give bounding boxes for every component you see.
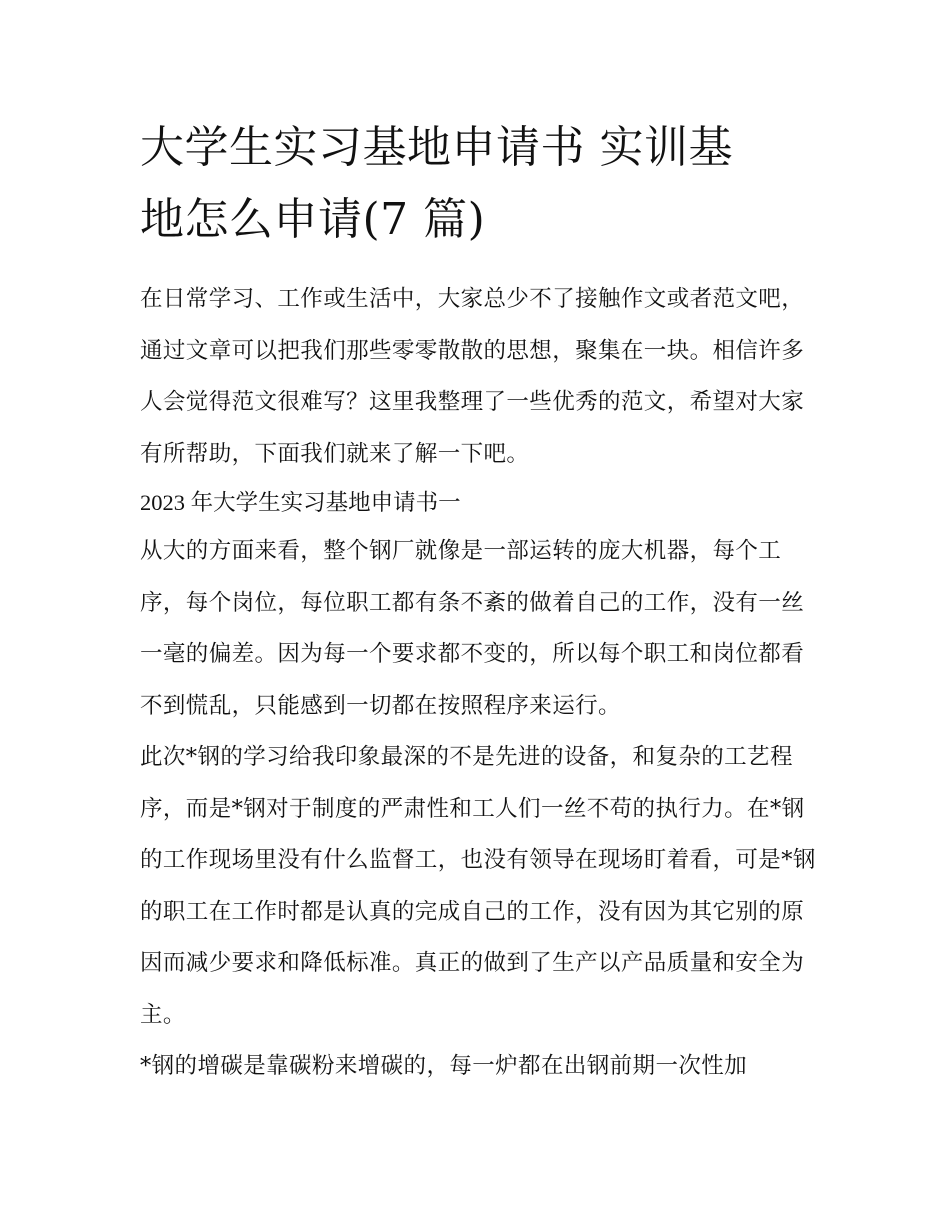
title-line-1: 大学生实习基地申请书 实训基 xyxy=(140,122,733,173)
document-title xyxy=(140,112,820,274)
document-content xyxy=(140,112,820,1093)
title-line-2: 地怎么申请(7 篇) xyxy=(140,194,486,245)
body-paragraph-2: 此次*钢的学习给我印象最深的不是先进的设备，和复杂的工艺程序，而是*钢对于制度的严肃性和工人们一丝不苟的执行力。在*钢的工作现场里没有什么监督工，也没有领导在现场盯着看，可是*钢的职工在工作时都是认真的完成自己的工作，没有因为其它别的原因而减少要求和降低标准。真正的做到了生产以产品质量和安全为主。 xyxy=(140,744,816,1028)
section-heading: 2023 年大学生实习基地申请书一 xyxy=(140,490,461,515)
intro-paragraph: 在日常学习、工作或生活中，大家总少不了接触作文或者范文吧，通过文章可以把我们那些零零散散的思想，聚集在一块。相信许多人会觉得范文很难写？这里我整理了一些优秀的范文，希望对大家有所帮助，下面我们就来了解一下吧。 xyxy=(140,286,805,467)
body-paragraph-3: *钢的增碳是靠碳粉来增碳的，每一炉都在出钢前期一次性加 xyxy=(140,1053,748,1079)
body-paragraph-1: 从大的方面来看，整个钢厂就像是一部运转的庞大机器，每个工序，每个岗位，每位职工都有条不紊的做着自己的工作，没有一丝一毫的偏差。因为每一个要求都不变的，所以每个职工和岗位都看不到慌乱，只能感到一切都在按照程序来运行。 xyxy=(140,538,805,719)
